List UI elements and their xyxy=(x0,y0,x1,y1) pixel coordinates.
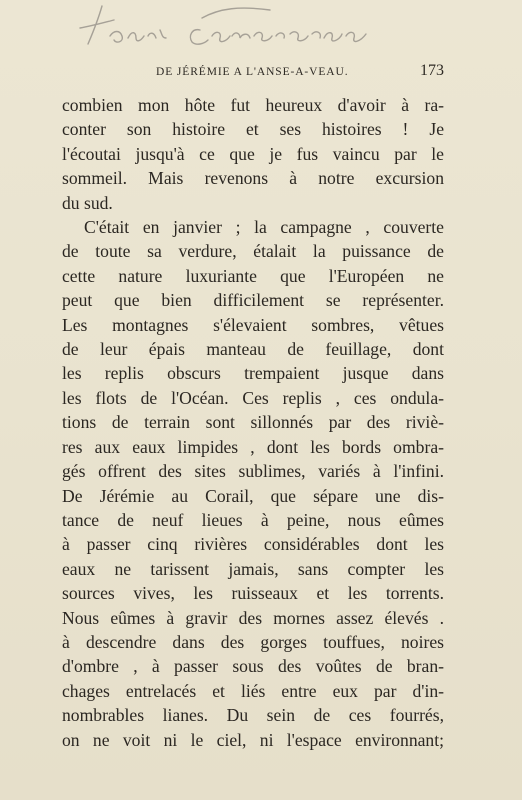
text-line: tions de terrain sont sillonnés par des riviè- xyxy=(62,412,444,433)
text-line: cette nature luxuriante que l'Européen ne xyxy=(62,265,444,286)
text-line: chages entrelacés et liés entre eux par d'in- xyxy=(62,680,444,701)
running-head: DE JÉRÉMIE A L'ANSE-A-VEAU. xyxy=(156,66,349,78)
text-line: Les montagnes s'élevaient sombres, vêtues xyxy=(62,314,444,335)
text-line: combien mon hôte fut heureux d'avoir à ra- xyxy=(62,95,444,115)
text-line: De Jérémie au Corail, que sépare une dis- xyxy=(62,485,444,506)
text-line: C'était en janvier ; la campagne , couverte xyxy=(84,217,444,238)
text-line: d'ombre , à passer sous des voûtes de bran- xyxy=(62,656,444,677)
text-line: à passer cinq rivières considérables dont les xyxy=(62,534,444,555)
text-line: sources vives, les ruisseaux et les torrents. xyxy=(62,583,444,604)
text-line: peut que bien difficilement se représenter. xyxy=(62,290,444,311)
signature-drawing xyxy=(70,0,400,70)
text-line: gés offrent des sites sublimes, variés à l'infini. xyxy=(62,461,444,482)
text-line: à descendre dans des gorges touffues, noires xyxy=(62,631,444,652)
text-line: conter son histoire et ses histoires ! Je xyxy=(62,119,444,140)
text-line: tance de neuf lieues à peine, nous eûmes xyxy=(62,509,444,530)
text-line: sommeil. Mais revenons à notre excursion xyxy=(62,168,444,189)
text-line: les flots de l'Océan. Ces replis , ces ondula- xyxy=(62,387,444,408)
text-line: l'écoutai jusqu'à ce que je fus vaincu par le xyxy=(62,143,444,164)
text-line: Nous eûmes à gravir des mornes assez élevés . xyxy=(62,607,444,628)
handwritten-signature xyxy=(70,0,400,70)
text-line: de toute sa verdure, étalait la puissance de xyxy=(62,241,444,262)
page-number: 173 xyxy=(420,62,444,79)
text-line: nombrables lianes. Du sein de ces fourrés, xyxy=(62,705,444,726)
text-line: les replis obscurs trempaient jusque dans xyxy=(62,363,444,384)
text-line: on ne voit ni le ciel, ni l'espace environnant; xyxy=(62,729,444,750)
body-text xyxy=(62,93,444,752)
text-line: res aux eaux limpides , dont les bords ombra- xyxy=(62,436,444,457)
text-line: de leur épais manteau de feuillage, dont xyxy=(62,339,444,360)
text-line: eaux ne tarissent jamais, sans compter les xyxy=(62,558,444,579)
text-line: du sud. xyxy=(62,192,113,213)
